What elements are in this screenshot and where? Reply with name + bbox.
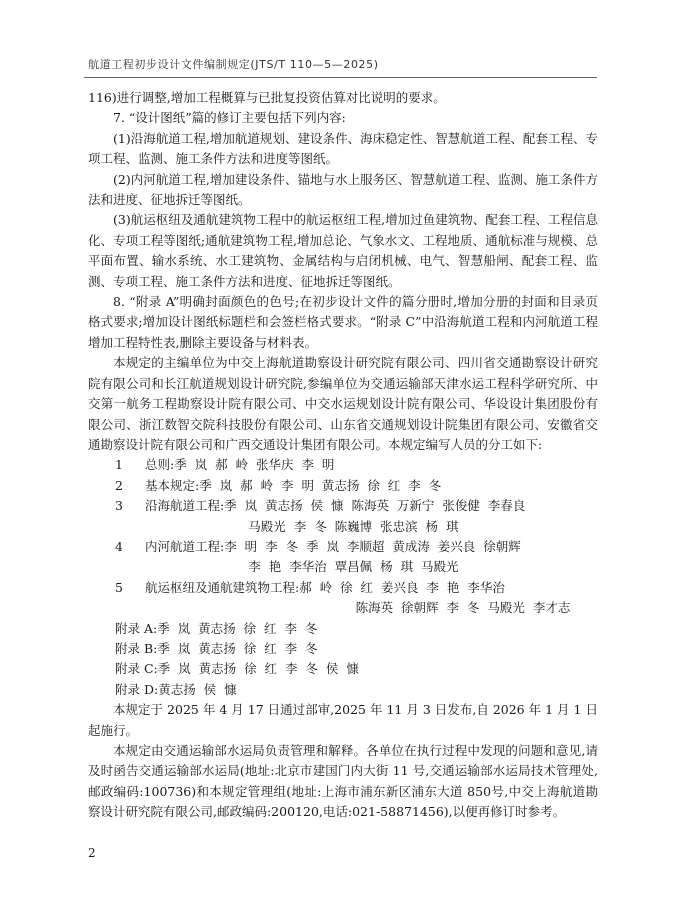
paragraph-item-7: 7. “设计图纸”篇的修订主要包括下列内容:	[113, 110, 346, 126]
staff-line-continued: 李 艳 李华治 覃昌佩 杨 琪 马殿光	[145, 559, 459, 575]
staff-list	[88, 455, 598, 618]
appendix-staff-line: 附录 B:季 岚 黄志扬 徐 红 李 冬	[115, 640, 318, 656]
paragraph-continuation: 116)进行调整,增加工程概算与已批复投资估算对比说明的要求。	[88, 90, 446, 105]
running-header: 航道工程初步设计文件编制规定(JTS/T 110—5—2025)	[88, 58, 379, 71]
staff-line: 总则:季 岚 郝 岭 张华庆 李 明	[145, 457, 335, 473]
staff-line: 沿海航道工程:季 岚 黄志扬 侯 慷 陈海英 万新宁 张俊健 李春良	[145, 498, 526, 514]
staff-line: 内河航道工程:李 明 李 冬 季 岚 李顺超 黄成涛 姜兴良 徐朝辉	[145, 538, 521, 554]
paragraph-item-7-2: (2)内河航道工程,增加建设条件、锚地与水上服务区、智慧航道工程、监测、施工条件方法和进度、征地拆迁等图纸。	[88, 171, 598, 208]
staff-line-continued: 陈海英 徐朝辉 李 冬 马殿光 李才志	[145, 600, 571, 616]
paragraph-management: 本规定由交通运输部水运局负责管理和解释。各单位在执行过程中发现的问题和意见,请及时函告交通运输部水运局(地址:北京市建国门内大街 11 号,交通运输部水运局技术管理处,邮政编码:100736)和本规定管理组(地址:上海市浦东新区浦东大道 850号,中交上海航道勘察设计研究院有限公司,邮政编码:200120,电话:021-58871456),以便再修订时参考。	[88, 743, 598, 820]
header-rule	[84, 77, 597, 78]
paragraph-item-7-1: (1)沿海航道工程,增加航道规划、建设条件、海床稳定性、智慧航道工程、配套工程、专项工程、监测、施工条件方法和进度等图纸。	[88, 130, 598, 167]
paragraph-editors: 本规定的主编单位为中交上海航道勘察设计研究院有限公司、四川省交通勘察设计研究院有限公司和长江航道规划设计研究院,参编单位为交通运输部天津水运工程科学研究所、中交第一航务工程勘察设计院有限公司、中交水运规划设计院有限公司、华设设计集团股份有限公司、浙江数智交院科技股份有限公司、山东省交通规划设计院集团有限公司、安徽省交通勘察设计院有限公司和广西交通设计集团有限公司。本规定编写人员的分工如下:	[88, 355, 598, 452]
staff-number: 5	[115, 579, 123, 595]
appendix-staff-line: 附录 D:黄志扬 侯 慷	[115, 681, 237, 697]
page-body	[88, 88, 598, 823]
staff-number: 1	[115, 457, 123, 473]
page-number: 2	[88, 846, 96, 860]
appendix-staff-line: 附录 A:季 岚 黄志扬 徐 红 李 冬	[115, 620, 318, 636]
staff-line: 航运枢纽及通航建筑物工程:郝 岭 徐 红 姜兴良 李 艳 李华治	[145, 579, 505, 595]
staff-line: 基本规定:季 岚 郝 岭 李 明 黄志扬 徐 红 李 冬	[145, 477, 442, 493]
staff-number: 4	[115, 538, 123, 554]
staff-number: 3	[115, 498, 123, 514]
paragraph-item-8: 8. “附录 A”明确封面颜色的色号;在初步设计文件的篇分册时,增加分册的封面和目录页格式要求;增加设计图纸标题栏和会签栏格式要求。“附录 C”中沿海航道工程和内河航道工程增加工程特性表,删除主要设备与材料表。	[88, 294, 598, 350]
paragraph-item-7-3: (3)航运枢纽及通航建筑物工程中的航运枢纽工程,增加过鱼建筑物、配套工程、工程信息化、专项工程等图纸;通航建筑物工程,增加总论、气象水文、工程地质、通航标准与规模、总平面布置、输水系统、水工建筑物、金属结构与启闭机械、电气、智慧船闸、配套工程、监测、专项工程、施工条件方法和进度、征地拆迁等图纸。	[88, 212, 598, 289]
appendix-staff-line: 附录 C:季 岚 黄志扬 徐 红 李 冬 侯 慷	[115, 661, 359, 677]
staff-number: 2	[115, 477, 123, 493]
paragraph-approval: 本规定于 2025 年 4 月 17 日通过部审,2025 年 11 月 3 日发布,自 2026 年 1 月 1 日起施行。	[88, 702, 598, 738]
staff-line-continued: 马殿光 李 冬 陈巍博 张忠滨 杨 琪	[145, 518, 459, 534]
